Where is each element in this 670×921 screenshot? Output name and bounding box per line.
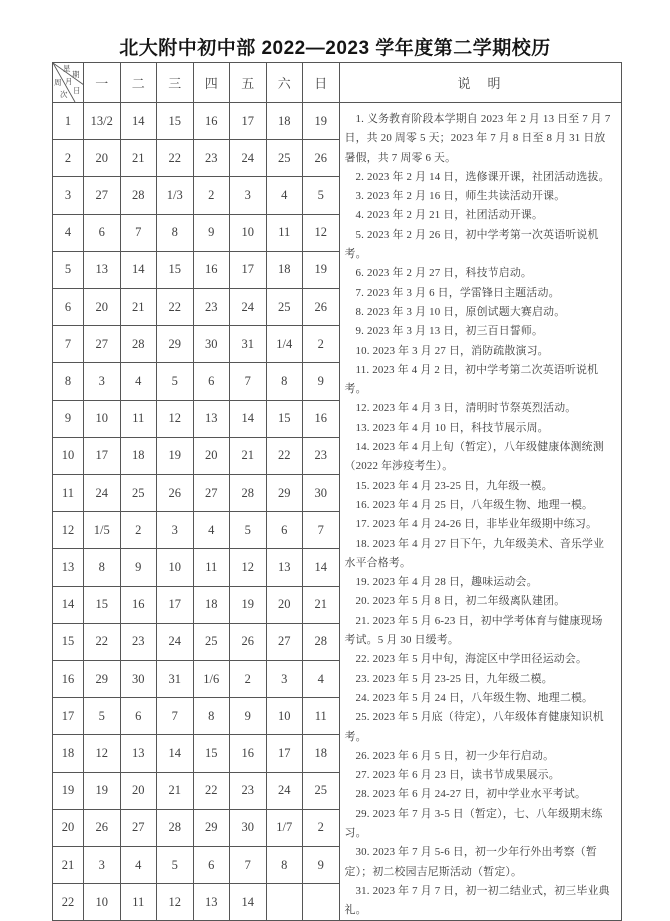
day-cell: 6 — [84, 214, 121, 251]
week-number-cell: 6 — [53, 289, 84, 326]
day-cell: 10 — [230, 214, 267, 251]
day-cell: 7 — [120, 214, 157, 251]
day-cell: 15 — [84, 586, 121, 623]
day-cell: 4 — [303, 661, 340, 698]
day-cell: 30 — [193, 326, 230, 363]
day-cell: 17 — [266, 735, 303, 772]
note-item: 16. 2023 年 4 月 25 日，八年级生物、地理一模。 — [355, 498, 594, 511]
note-item: 13. 2023 年 4 月 10 日，科技节展示周。 — [355, 421, 549, 434]
day-cell: 22 — [84, 623, 121, 660]
week-number-cell: 11 — [53, 475, 84, 512]
day-cell: 5 — [84, 698, 121, 735]
week-number-cell: 21 — [53, 847, 84, 884]
day-cell: 2 — [303, 326, 340, 363]
week-number-cell: 5 — [53, 251, 84, 288]
day-cell: 7 — [157, 698, 194, 735]
week-number-cell: 4 — [53, 214, 84, 251]
day-cell: 13 — [193, 884, 230, 921]
day-cell: 28 — [230, 475, 267, 512]
day-cell: 8 — [157, 214, 194, 251]
day-cell: 10 — [84, 400, 121, 437]
note-item: 31. 2023 年 7 月 7 日，初一初二结业式，初三毕业典礼。 — [344, 884, 610, 917]
day-cell: 21 — [120, 140, 157, 177]
day-cell: 26 — [230, 623, 267, 660]
day-cell: 12 — [230, 549, 267, 586]
day-cell: 24 — [230, 140, 267, 177]
note-item: 28. 2023 年 6 月 24-27 日，初中学业水平考试。 — [355, 788, 587, 801]
note-item: 5. 2023 年 2 月 26 日，初中学考第一次英语听说机考。 — [344, 228, 599, 261]
note-item: 2. 2023 年 2 月 14 日，选修课开课，社团活动选拔。 — [355, 170, 610, 183]
day-cell: 8 — [84, 549, 121, 586]
day-cell: 31 — [157, 661, 194, 698]
day-cell: 23 — [230, 772, 267, 809]
day-cell: 24 — [230, 289, 267, 326]
page-title: 北大附中初中部 2022—2023 学年度第二学期校历 — [119, 38, 551, 59]
weekday-header-sun: 日 — [303, 63, 340, 103]
day-cell: 3 — [157, 512, 194, 549]
day-cell: 17 — [84, 437, 121, 474]
note-item: 19. 2023 年 4 月 28 日，趣味运动会。 — [355, 576, 538, 589]
note-item: 21. 2023 年 5 月 6-23 日，初中学考体育与健康现场考试。5 月 30 日缓考。 — [344, 614, 603, 647]
day-cell: 18 — [193, 586, 230, 623]
day-cell: 29 — [84, 661, 121, 698]
note-item: 11. 2023 年 4 月 2 日，初中学考第二次英语听说机考。 — [344, 363, 599, 396]
day-cell: 30 — [120, 661, 157, 698]
note-item: 18. 2023 年 4 月 27 日下午，九年级美术、音乐学业水平合格考。 — [344, 537, 605, 569]
day-cell: 23 — [120, 623, 157, 660]
day-cell: 28 — [157, 809, 194, 846]
day-cell: 5 — [303, 177, 340, 214]
day-cell: 12 — [303, 214, 340, 251]
day-cell: 23 — [303, 437, 340, 474]
day-cell: 24 — [266, 772, 303, 809]
day-cell: 25 — [266, 140, 303, 177]
week-number-cell: 7 — [53, 326, 84, 363]
day-cell: 31 — [230, 326, 267, 363]
day-cell: 7 — [230, 847, 267, 884]
day-cell: 27 — [120, 809, 157, 846]
day-cell: 7 — [303, 512, 340, 549]
day-cell: 7 — [230, 363, 267, 400]
day-cell: 24 — [84, 475, 121, 512]
day-cell: 22 — [157, 140, 194, 177]
day-cell: 2 — [303, 809, 340, 846]
note-item: 10. 2023 年 3 月 27 日，消防疏散演习。 — [355, 344, 549, 357]
day-cell: 10 — [84, 884, 121, 921]
day-cell: 22 — [193, 772, 230, 809]
day-cell: 21 — [230, 437, 267, 474]
day-cell: 19 — [230, 586, 267, 623]
week-number-cell: 14 — [53, 586, 84, 623]
day-cell: 15 — [157, 103, 194, 140]
day-cell: 1/7 — [266, 809, 303, 846]
corner-header-cell — [53, 63, 84, 103]
day-cell: 18 — [266, 251, 303, 288]
day-cell: 16 — [193, 251, 230, 288]
day-cell: 25 — [120, 475, 157, 512]
day-cell: 3 — [84, 363, 121, 400]
day-cell: 8 — [266, 847, 303, 884]
corner-label-week: 周 — [54, 78, 62, 87]
day-cell: 26 — [84, 809, 121, 846]
day-cell: 19 — [84, 772, 121, 809]
day-cell: 11 — [266, 214, 303, 251]
day-cell: 16 — [120, 586, 157, 623]
note-item: 24. 2023 年 5 月 24 日，八年级生物、地理二模。 — [355, 691, 594, 704]
day-cell: 21 — [303, 586, 340, 623]
weekday-header-tue: 二 — [120, 63, 157, 103]
note-item: 7. 2023 年 3 月 6 日，学雷锋日主题活动。 — [355, 286, 560, 299]
day-cell: 20 — [84, 289, 121, 326]
day-cell: 9 — [193, 214, 230, 251]
weekday-header-fri: 五 — [230, 63, 267, 103]
day-cell: 15 — [193, 735, 230, 772]
week-number-cell: 15 — [53, 623, 84, 660]
day-cell: 27 — [84, 177, 121, 214]
day-cell: 3 — [230, 177, 267, 214]
day-cell: 26 — [303, 140, 340, 177]
day-cell: 11 — [120, 400, 157, 437]
week-number-cell: 19 — [53, 772, 84, 809]
day-cell: 6 — [120, 698, 157, 735]
day-cell: 25 — [266, 289, 303, 326]
day-cell: 18 — [303, 735, 340, 772]
day-cell — [303, 884, 340, 921]
day-cell: 14 — [157, 735, 194, 772]
note-item: 27. 2023 年 6 月 23 日，读书节成果展示。 — [355, 769, 560, 782]
week-number-cell: 3 — [53, 177, 84, 214]
day-cell: 23 — [193, 140, 230, 177]
day-cell: 6 — [193, 847, 230, 884]
day-cell: 5 — [230, 512, 267, 549]
day-cell: 14 — [230, 400, 267, 437]
day-cell: 8 — [193, 698, 230, 735]
day-cell: 2 — [193, 177, 230, 214]
corner-label-month: 月 — [65, 77, 73, 86]
day-cell: 1/5 — [84, 512, 121, 549]
day-cell: 29 — [193, 809, 230, 846]
day-cell: 4 — [120, 363, 157, 400]
day-cell: 17 — [157, 586, 194, 623]
day-cell: 19 — [157, 437, 194, 474]
day-cell: 28 — [120, 177, 157, 214]
day-cell: 6 — [193, 363, 230, 400]
day-cell: 3 — [84, 847, 121, 884]
day-cell: 3 — [266, 661, 303, 698]
week-number-cell: 22 — [53, 884, 84, 921]
day-cell: 2 — [230, 661, 267, 698]
note-item: 15. 2023 年 4 月 23-25 日，九年级一模。 — [355, 479, 553, 492]
weekday-header-wed: 三 — [157, 63, 194, 103]
week-number-cell: 20 — [53, 809, 84, 846]
day-cell: 15 — [266, 400, 303, 437]
week-number-cell: 16 — [53, 661, 84, 698]
day-cell: 9 — [120, 549, 157, 586]
note-item: 20. 2023 年 5 月 8 日，初二年级离队建团。 — [355, 595, 566, 608]
note-item: 26. 2023 年 6 月 5 日，初一少年行启动。 — [355, 749, 555, 762]
day-cell: 13/2 — [84, 103, 121, 140]
day-cell: 4 — [193, 512, 230, 549]
day-cell: 12 — [84, 735, 121, 772]
calendar-header-row — [53, 63, 622, 103]
day-cell: 5 — [157, 363, 194, 400]
day-cell: 19 — [303, 103, 340, 140]
day-cell: 1/3 — [157, 177, 194, 214]
calendar-table — [52, 62, 622, 921]
day-cell: 11 — [120, 884, 157, 921]
week-number-cell: 2 — [53, 140, 84, 177]
note-item: 25. 2023 年 5 月底（待定），八年级体育健康知识机考。 — [344, 711, 604, 743]
day-cell: 13 — [193, 400, 230, 437]
day-cell: 16 — [303, 400, 340, 437]
day-cell: 9 — [303, 847, 340, 884]
day-cell: 20 — [84, 140, 121, 177]
note-item: 29. 2023 年 7 月 3-5 日（暂定），七、八年级期末练习。 — [344, 807, 603, 839]
day-cell: 1/4 — [266, 326, 303, 363]
day-cell: 27 — [193, 475, 230, 512]
calendar-week-row — [53, 103, 622, 140]
day-cell: 21 — [157, 772, 194, 809]
note-item: 6. 2023 年 2 月 27 日，科技节启动。 — [355, 267, 533, 280]
day-cell: 9 — [230, 698, 267, 735]
day-cell: 27 — [84, 326, 121, 363]
week-number-cell: 8 — [53, 363, 84, 400]
day-cell: 6 — [266, 512, 303, 549]
notes-header: 说 明 — [339, 63, 621, 103]
day-cell: 25 — [193, 623, 230, 660]
week-number-cell: 17 — [53, 698, 84, 735]
note-item: 30. 2023 年 7 月 5-6 日，初一少年行外出考察（暂定）；初二校园吉尼斯活动（暂定）。 — [344, 846, 597, 878]
day-cell: 27 — [266, 623, 303, 660]
note-item: 1. 义务教育阶段本学期自 2023 年 2 月 13 日至 7 月 7 日，共 20 周零 5 天；2023 年 7 月 8 日至 8 月 31 日放暑假，共 7 周零 6 天。 — [344, 113, 611, 164]
corner-label-day: 日 — [73, 86, 81, 95]
day-cell: 10 — [157, 549, 194, 586]
corner-label-week2: 次 — [60, 90, 68, 99]
note-item: 14. 2023 年 4 月上旬（暂定），八年级健康体测统测（2022 年涉疫考生）。 — [344, 441, 604, 473]
note-item: 23. 2023 年 5 月 23-25 日，九年级二模。 — [355, 672, 553, 685]
day-cell: 21 — [120, 289, 157, 326]
week-number-cell: 13 — [53, 549, 84, 586]
note-item: 17. 2023 年 4 月 24-26 日，非毕业年级期中练习。 — [355, 518, 598, 531]
day-cell: 26 — [303, 289, 340, 326]
weekday-header-sat: 六 — [266, 63, 303, 103]
day-cell: 17 — [230, 103, 267, 140]
day-cell: 30 — [230, 809, 267, 846]
day-cell: 15 — [157, 251, 194, 288]
day-cell: 11 — [303, 698, 340, 735]
day-cell: 30 — [303, 475, 340, 512]
day-cell: 12 — [157, 400, 194, 437]
day-cell: 14 — [303, 549, 340, 586]
note-item: 12. 2023 年 4 月 3 日，清明时节祭英烈活动。 — [355, 402, 577, 415]
day-cell: 22 — [157, 289, 194, 326]
day-cell: 16 — [193, 103, 230, 140]
corner-label-weekday2: 期 — [72, 70, 80, 79]
day-cell: 11 — [193, 549, 230, 586]
day-cell: 24 — [157, 623, 194, 660]
weekday-header-thu: 四 — [193, 63, 230, 103]
week-number-cell: 10 — [53, 437, 84, 474]
day-cell: 13 — [120, 735, 157, 772]
calendar-body — [53, 103, 622, 921]
corner-label-weekday: 星 — [63, 64, 71, 73]
day-cell: 23 — [193, 289, 230, 326]
notes-cell — [339, 103, 621, 921]
day-cell: 14 — [120, 251, 157, 288]
week-number-cell: 18 — [53, 735, 84, 772]
day-cell: 2 — [120, 512, 157, 549]
note-item: 3. 2023 年 2 月 16 日，师生共读活动开课。 — [355, 190, 566, 203]
day-cell: 26 — [157, 475, 194, 512]
day-cell: 13 — [84, 251, 121, 288]
day-cell: 5 — [157, 847, 194, 884]
week-number-cell: 12 — [53, 512, 84, 549]
day-cell: 20 — [120, 772, 157, 809]
week-number-cell: 9 — [53, 400, 84, 437]
day-cell: 29 — [157, 326, 194, 363]
day-cell: 13 — [266, 549, 303, 586]
weekday-header-mon: 一 — [84, 63, 121, 103]
day-cell: 20 — [193, 437, 230, 474]
day-cell: 29 — [266, 475, 303, 512]
day-cell: 14 — [230, 884, 267, 921]
day-cell: 20 — [266, 586, 303, 623]
day-cell: 14 — [120, 103, 157, 140]
day-cell: 9 — [303, 363, 340, 400]
day-cell: 4 — [120, 847, 157, 884]
day-cell: 22 — [266, 437, 303, 474]
day-cell: 17 — [230, 251, 267, 288]
week-number-cell: 1 — [53, 103, 84, 140]
note-item: 8. 2023 年 3 月 10 日，原创试题大赛启动。 — [355, 305, 566, 318]
day-cell: 25 — [303, 772, 340, 809]
day-cell: 28 — [120, 326, 157, 363]
day-cell — [266, 884, 303, 921]
day-cell: 1/6 — [193, 661, 230, 698]
day-cell: 12 — [157, 884, 194, 921]
note-item: 9. 2023 年 3 月 13 日，初三百日誓师。 — [355, 325, 544, 338]
day-cell: 8 — [266, 363, 303, 400]
day-cell: 28 — [303, 623, 340, 660]
note-item: 22. 2023 年 5 月中旬，海淀区中学田径运动会。 — [355, 653, 588, 666]
day-cell: 16 — [230, 735, 267, 772]
note-item: 4. 2023 年 2 月 21 日，社团活动开课。 — [355, 209, 544, 222]
day-cell: 18 — [266, 103, 303, 140]
day-cell: 19 — [303, 251, 340, 288]
day-cell: 10 — [266, 698, 303, 735]
day-cell: 18 — [120, 437, 157, 474]
day-cell: 4 — [266, 177, 303, 214]
